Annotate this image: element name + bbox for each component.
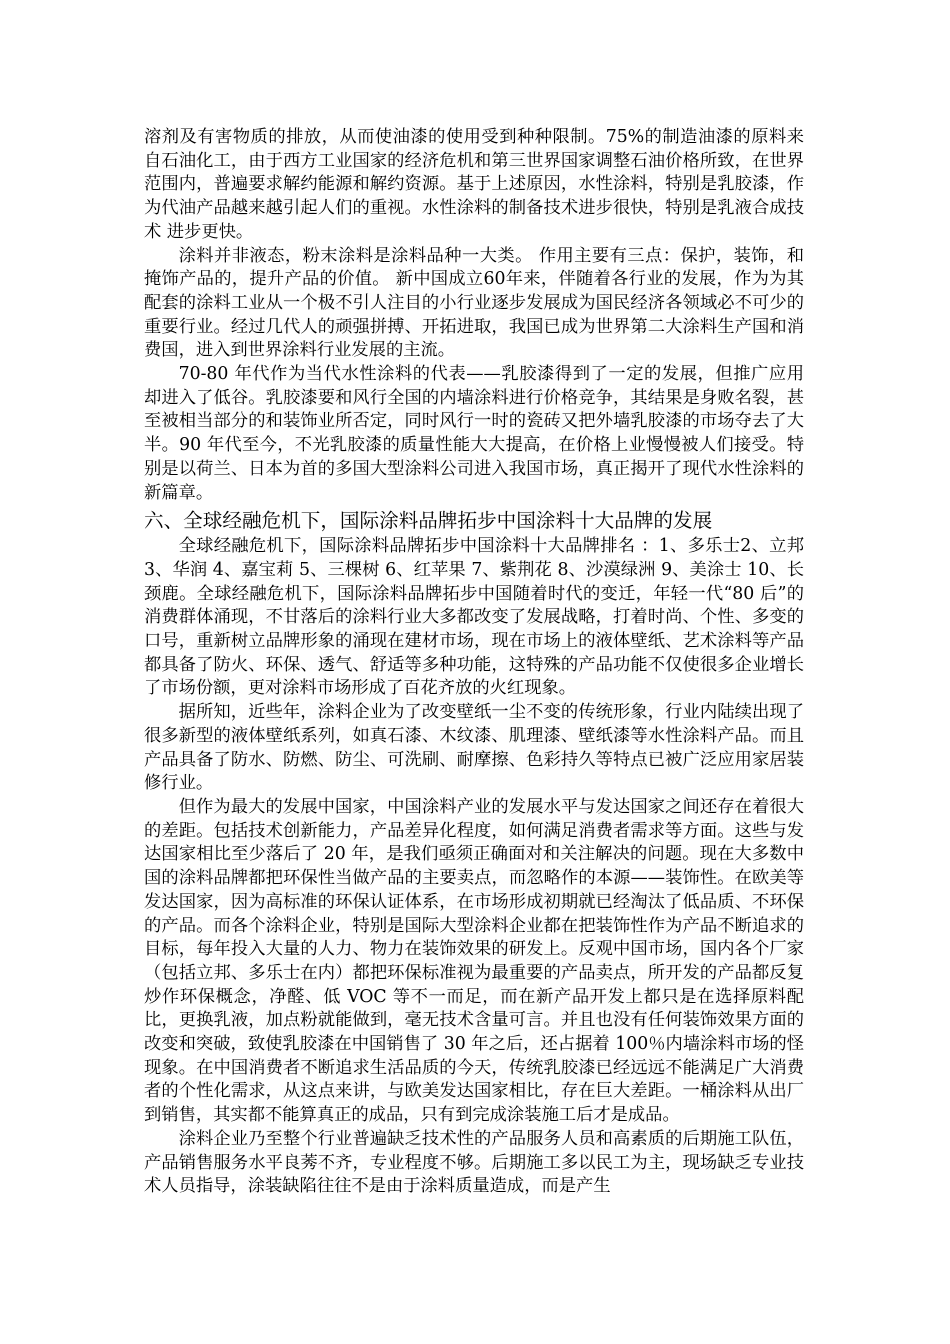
body-paragraph: 70-80 年代作为当代水性涂料的代表——乳胶漆得到了一定的发展，但推广应用却进入了低谷。乳胶漆要和风行全国的内墙涂料进行价格竞争，其结果是身败名裂，甚至被相当部分的和装饰业所否定，同时风行一时的瓷砖又把外墙乳胶漆的市场夺去了大半。90 年代至今，不光乳胶漆的质量性能大大提高，在价格上业慢慢被人们接受。特别是以荷兰、日本为首的多国大型涂料公司进入我国市场，真正揭开了现代水性涂料的新篇章。 (144, 364, 804, 503)
section-heading: 六、全球经融危机下，国际涂料品牌拓步中国涂料十大品牌的发展 (144, 509, 713, 533)
body-paragraph: 涂料企业乃至整个行业普遍缺乏技术性的产品服务人员和高素质的后期施工队伍，产品销售服务水平良莠不齐，专业程度不够。后期施工多以民工为主，现场缺乏专业技术人员指导，涂装缺陷往往不是由于涂料质量造成，而是产生 (144, 1128, 804, 1197)
body-paragraph: 涂料并非液态，粉末涂料是涂料品种一大类。 作用主要有三点：保护，装饰，和掩饰产品的，提升产品的价值。 新中国成立60年来，伴随着各行业的发展，作为为其配套的涂料工业从一个极不引人注目的小行业逐步发展成为国民经济各领域必不可少的重要行业。经过几代人的顽强拼搏、开拓进取，我国已成为世界第二大涂料生产国和消费国，进入到世界涂料行业发展的主流。 (144, 245, 804, 361)
document-page (144, 126, 804, 1199)
body-paragraph: 溶剂及有害物质的排放，从而使油漆的使用受到种种限制。75%的制造油漆的原料来自石油化工，由于西方工业国家的经济危机和第三世界国家调整石油价格所致，在世界范围内，普遍要求解约能源和解约资源。基于上述原因，水性涂料，特别是乳胶漆，作为代油产品越来越引起人们的重视。水性涂料的制备技术进步很快，特别是乳液合成技术 进步更快。 (144, 127, 804, 242)
body-paragraph: 但作为最大的发展中国家，中国涂料产业的发展水平与发达国家之间还存在着很大的差距。包括技术创新能力，产品差异化程度，如何满足消费者需求等方面。这些与发达国家相比至少落后了 20 年，是我们亟须正确面对和关注解决的问题。现在大多数中国的涂料品牌都把环保性当做产品的主要卖点，而忽略作的本源——装饰性。在欧美等发达国家，因为高标准的环保认证体系，在市场形成初期就已经淘汰了低品质、不环保的产品。而各个涂料企业，特别是国际大型涂料企业都在把装饰性作为产品不断追求的目标，每年投入大量的人力、物力在装饰效果的研发上。反观中国市场，国内各个厂家（包括立邦、多乐士在内）都把环保标准视为最重要的产品卖点，所开发的产品都反复炒作环保概念，净醛、低 VOC 等不一而足，而在新产品开发上都只是在选择原料配比，更换乳液，加点粉就能做到，毫无技术含量可言。并且也没有任何装饰效果方面的改变和突破，致使乳胶漆在中国销售了 30 年之后，还占据着 100％内墙涂料市场的怪现象。在中国消费者不断追求生活品质的今天，传统乳胶漆已经远远不能满足广大消费者的个性化需求，从这点来讲，与欧美发达国家相比，存在巨大差距。一桶涂料从出厂到销售，其实都不能算真正的成品，只有到完成涂装施工后才是成品。 (144, 796, 804, 1126)
body-paragraph: 全球经融危机下，国际涂料品牌拓步中国涂料十大品牌排名 ：1、多乐士2、立邦 3、华润 4、嘉宝莉 5、三棵树 6、红苹果 7、紫荆花 8、沙漠绿洲 9、美涂士 10、长颈鹿。全球经融危机下，国际涂料品牌拓步中国随着时代的变迁，年轻一代“80 后”的消费群体涌现，不甘落后的涂料行业大多都改变了发展战略，打着时尚、个性、多变的口号，重新树立品牌形象的涌现在建材市场，现在市场上的液体壁纸、艺术涂料等产品都具备了防火、环保、透气、舒适等多种功能，这特殊的产品功能不仅使很多企业增长了市场份额，更对涂料市场形成了百花齐放的火红现象。 (144, 536, 804, 699)
body-paragraph: 据所知，近些年，涂料企业为了改变壁纸一尘不变的传统形象，行业内陆续出现了很多新型的液体壁纸系列，如真石漆、木纹漆、肌理漆、壁纸漆等水性涂料产品。而且产品具备了防水、防燃、防尘、可洗刷、耐摩擦、色彩持久等特点已被广泛应用家居装修行业。 (144, 702, 804, 794)
